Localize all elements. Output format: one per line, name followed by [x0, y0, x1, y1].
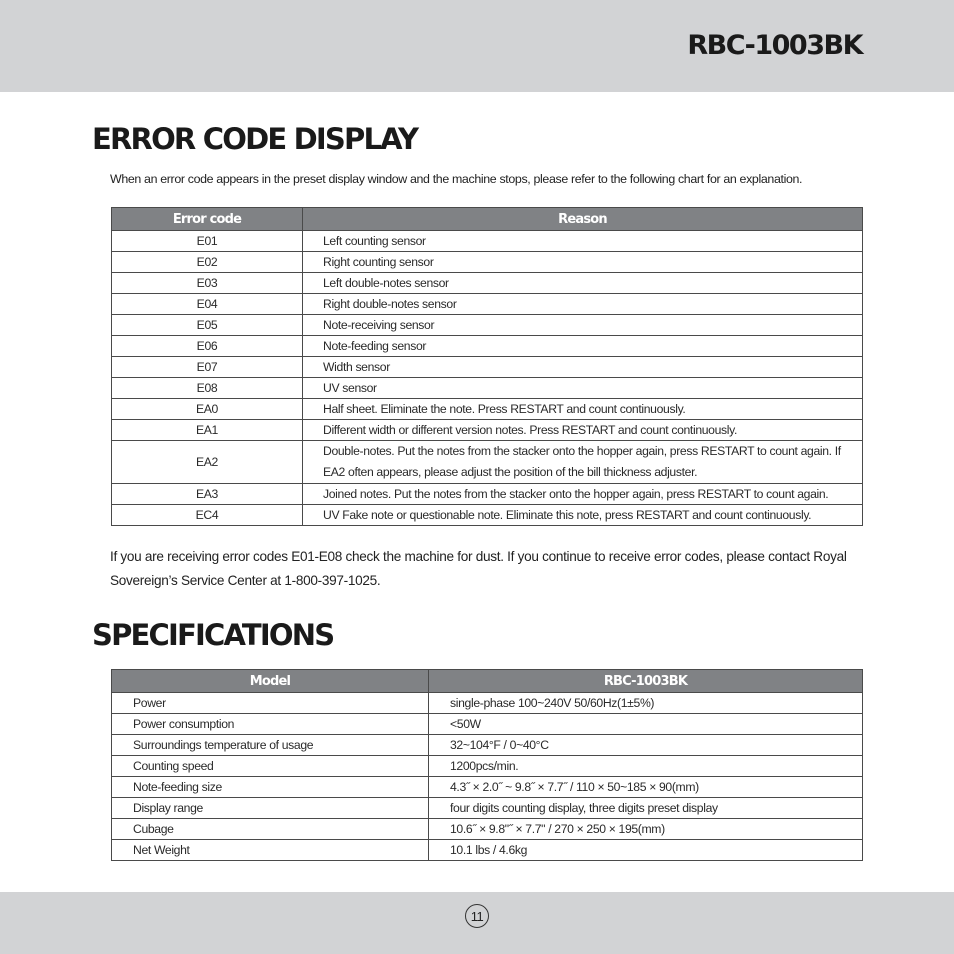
column-header: Error code: [112, 208, 303, 231]
table-row: [112, 756, 863, 777]
table-row: [112, 231, 863, 252]
error-code: EA0: [112, 399, 303, 420]
spec-item: Power consumption: [112, 714, 429, 735]
table-row: [112, 484, 863, 505]
table-row: [112, 819, 863, 840]
error-reason: UV Fake note or questionable note. Eliminate this note, press RESTART and count continuously.: [303, 505, 863, 526]
table-row: [112, 714, 863, 735]
table-row: [112, 378, 863, 399]
spec-item: Note-feeding size: [112, 777, 429, 798]
error-reason: Joined notes. Put the notes from the stacker onto the hopper again, press RESTART to count again.: [303, 484, 863, 505]
error-code-title: ERROR CODE DISPLAY: [92, 122, 418, 156]
error-reason: UV sensor: [303, 378, 863, 399]
spec-item: Surroundings temperature of usage: [112, 735, 429, 756]
table-row: [112, 441, 863, 484]
table-header-row: [112, 670, 863, 693]
specifications-title: SPECIFICATIONS: [92, 618, 334, 652]
spec-value: <50W: [429, 714, 863, 735]
error-code-table: [111, 207, 863, 526]
error-code: EC4: [112, 505, 303, 526]
error-code: E03: [112, 273, 303, 294]
spec-value: four digits counting display, three digits preset display: [429, 798, 863, 819]
spec-value: single-phase 100~240V 50/60Hz(1±5%): [429, 693, 863, 714]
error-code: E08: [112, 378, 303, 399]
error-code: E06: [112, 336, 303, 357]
error-reason: Half sheet. Eliminate the note. Press RESTART and count continuously.: [303, 399, 863, 420]
error-reason: Note-feeding sensor: [303, 336, 863, 357]
error-code: E07: [112, 357, 303, 378]
table-row: [112, 273, 863, 294]
page-number: 11: [465, 904, 489, 928]
table-header-row: [112, 208, 863, 231]
table-row: [112, 336, 863, 357]
error-reason: Double-notes. Put the notes from the stacker onto the hopper again, press RESTART to count again. If EA2 often appears, please adjust the position of the bill thickness adjuster.: [303, 441, 863, 484]
table-row: [112, 777, 863, 798]
table-row: [112, 399, 863, 420]
error-code: EA2: [112, 441, 303, 484]
error-reason: Note-receiving sensor: [303, 315, 863, 336]
table-row: [112, 294, 863, 315]
error-reason: Different width or different version notes. Press RESTART and count continuously.: [303, 420, 863, 441]
service-note: If you are receiving error codes E01-E08 check the machine for dust. If you continue to receive error codes, please contact Royal Sovereign’s Service Center at 1-800-397-1025.: [110, 549, 847, 588]
spec-value: 32~104°F / 0~40°C: [429, 735, 863, 756]
error-reason: Width sensor: [303, 357, 863, 378]
spec-item: Cubage: [112, 819, 429, 840]
error-reason: Left counting sensor: [303, 231, 863, 252]
spec-item: Counting speed: [112, 756, 429, 777]
error-reason: Right counting sensor: [303, 252, 863, 273]
column-header: RBC-1003BK: [429, 670, 863, 693]
table-row: [112, 840, 863, 861]
table-row: [112, 315, 863, 336]
error-reason: Left double-notes sensor: [303, 273, 863, 294]
spec-item: Power: [112, 693, 429, 714]
error-code: E05: [112, 315, 303, 336]
table-row: [112, 420, 863, 441]
error-code: EA1: [112, 420, 303, 441]
column-header: Reason: [303, 208, 863, 231]
model-title: RBC-1003BK: [687, 30, 862, 61]
table-row: [112, 357, 863, 378]
specifications-table: [111, 669, 863, 861]
error-code: E02: [112, 252, 303, 273]
spec-value: 1200pcs/min.: [429, 756, 863, 777]
column-header: Model: [112, 670, 429, 693]
error-reason: Right double-notes sensor: [303, 294, 863, 315]
spec-item: Net Weight: [112, 840, 429, 861]
table-row: [112, 693, 863, 714]
spec-value: 10.6˝ × 9.8"˝ × 7.7" / 270 × 250 × 195(mm): [429, 819, 863, 840]
spec-value: 4.3˝ × 2.0˝ ~ 9.8˝ × 7.7˝ / 110 × 50~185 × 90(mm): [429, 777, 863, 798]
table-row: [112, 505, 863, 526]
error-intro-text: When an error code appears in the preset display window and the machine stops, please refer to the following chart for an explanation.: [110, 172, 803, 186]
error-code: E01: [112, 231, 303, 252]
error-code: E04: [112, 294, 303, 315]
spec-value: 10.1 lbs / 4.6kg: [429, 840, 863, 861]
spec-item: Display range: [112, 798, 429, 819]
table-row: [112, 798, 863, 819]
error-code: EA3: [112, 484, 303, 505]
table-row: [112, 252, 863, 273]
table-row: [112, 735, 863, 756]
